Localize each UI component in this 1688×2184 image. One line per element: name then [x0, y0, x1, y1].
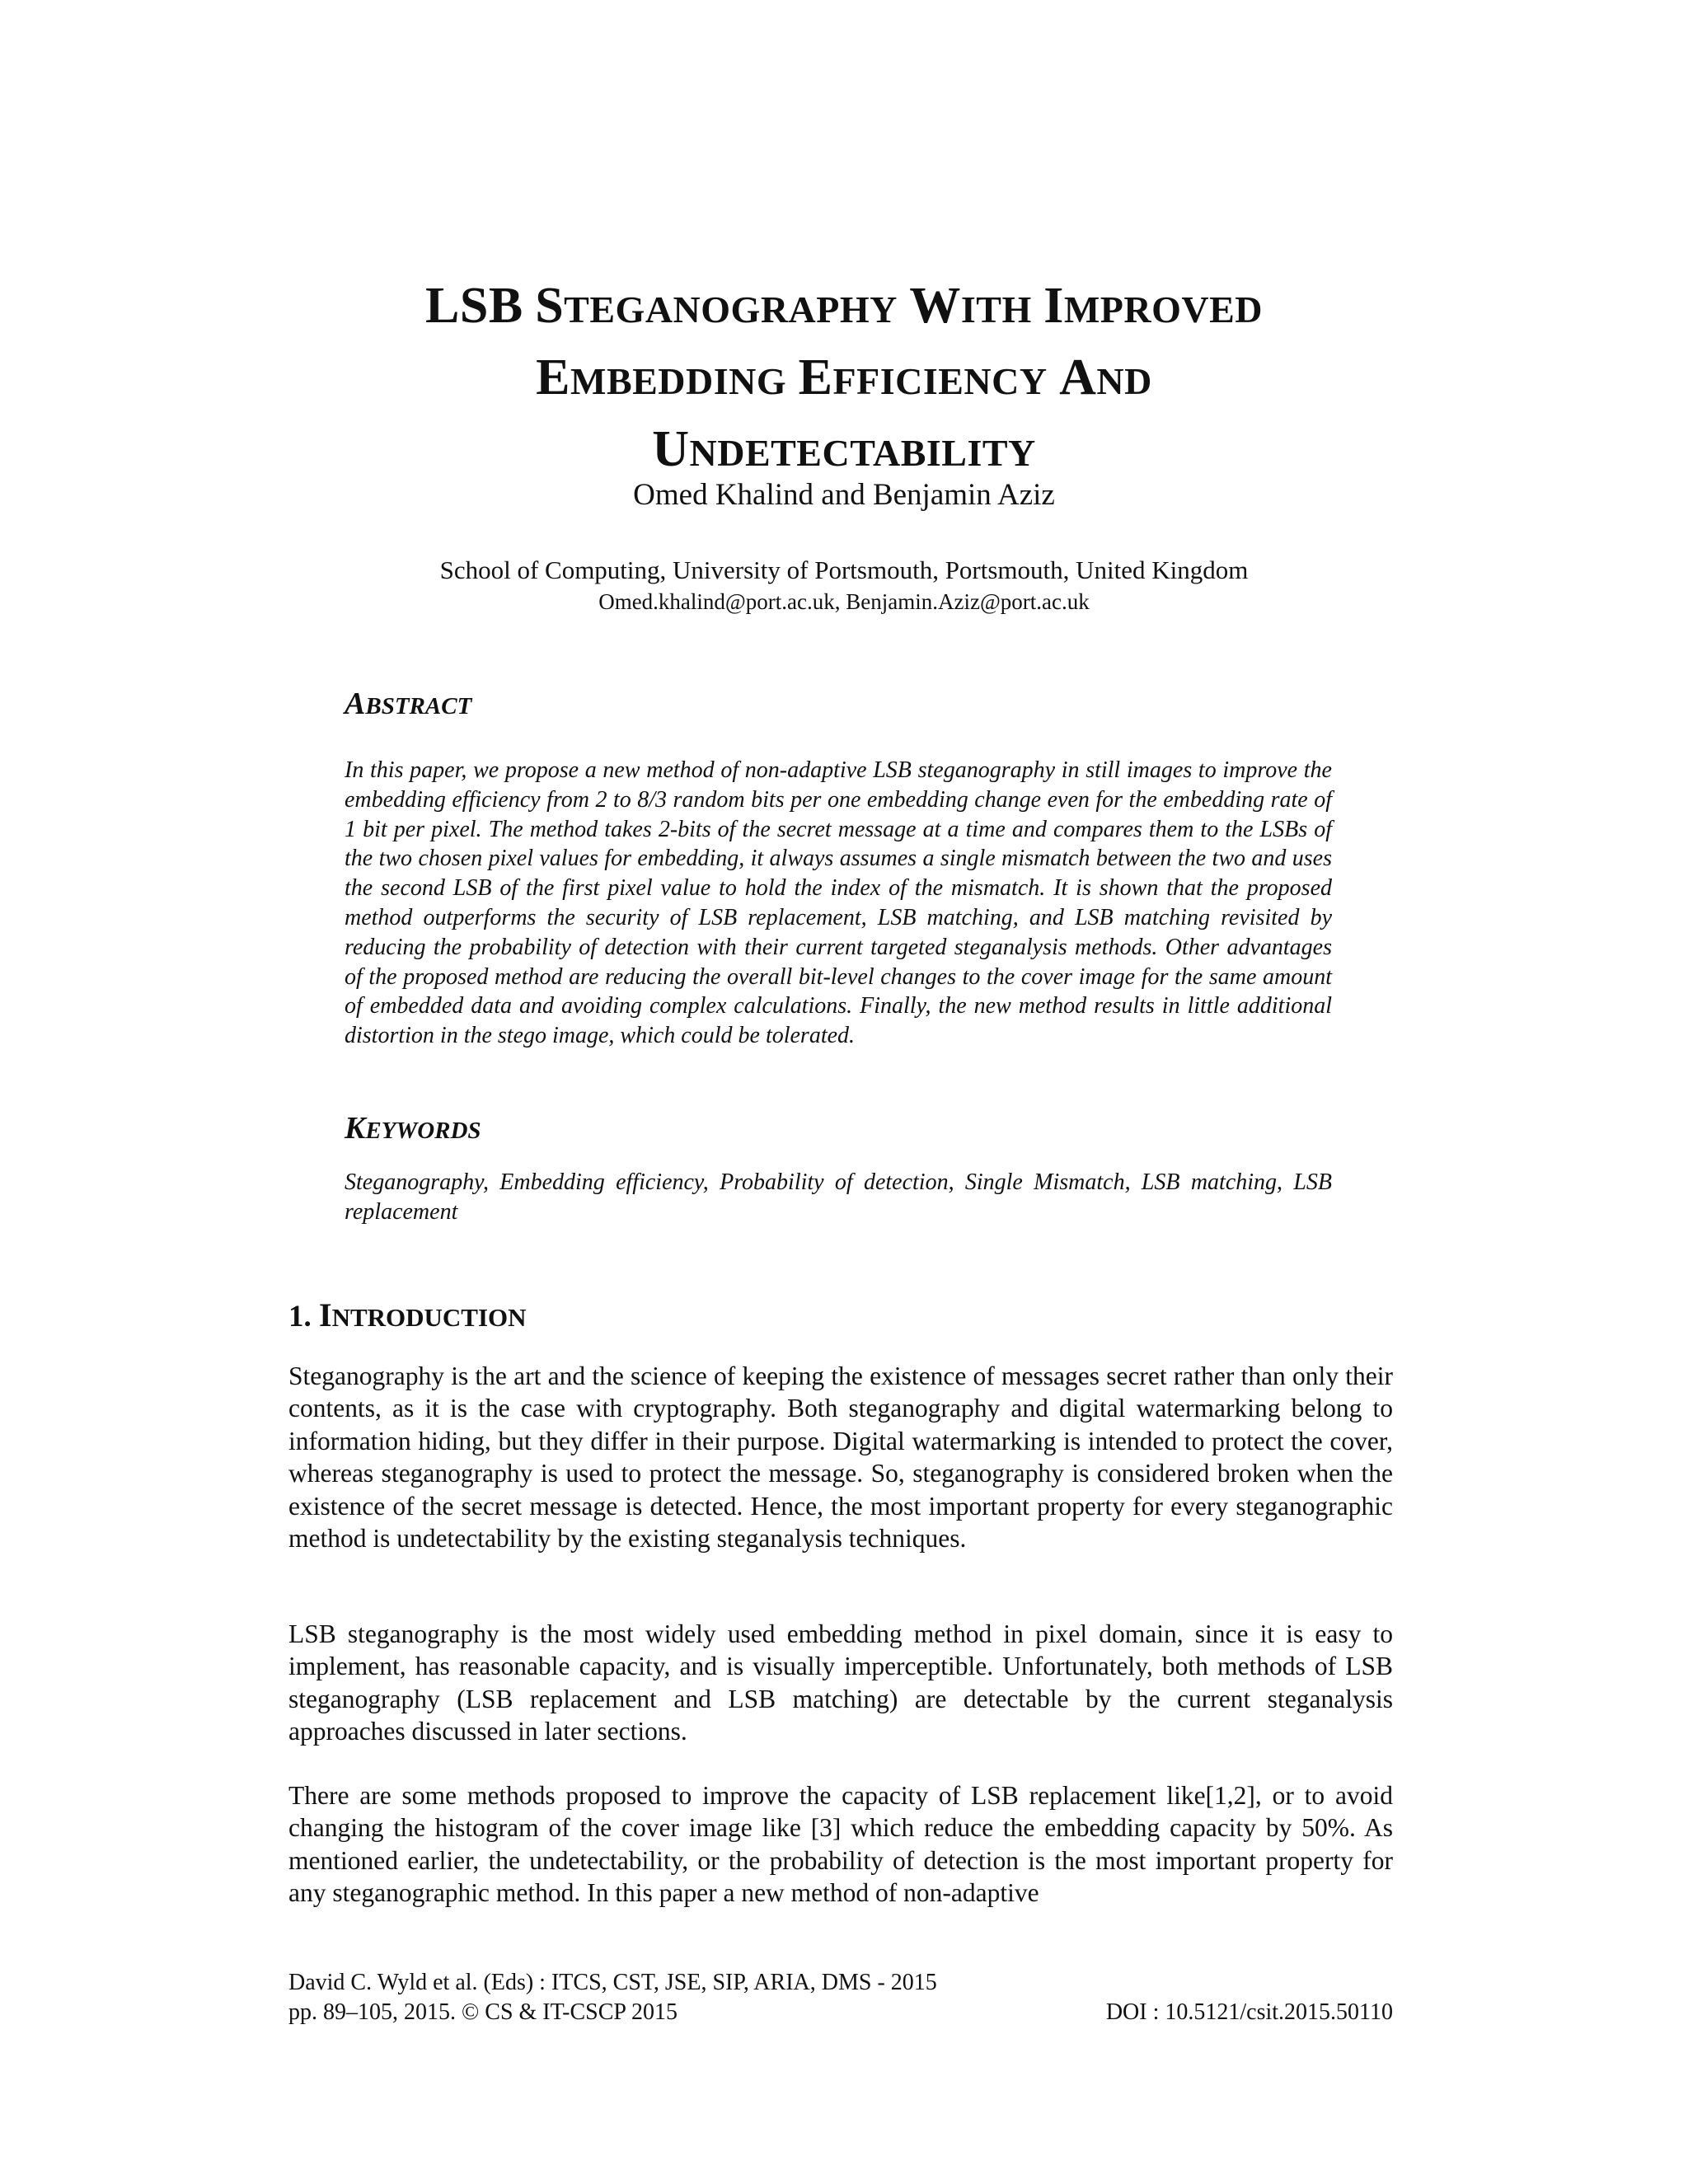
title-line-1	[247, 272, 1441, 344]
title-line-2	[247, 344, 1441, 415]
title-word: STEGANOGRAPHY	[535, 278, 898, 334]
footer-doi: DOI : 10.5121/csit.2015.50110	[1105, 1999, 1393, 2025]
title-word: EFFICIENCY	[798, 349, 1048, 405]
keywords-text: Steganography, Embedding efficiency, Probability of detection, Single Mismatch, LSB matching, LSB replacement	[345, 1169, 1332, 1225]
footer-left	[288, 1968, 937, 2027]
affiliation: School of Computing, University of Portsmouth, Portsmouth, United Kingdom	[439, 555, 1249, 584]
author-emails: Omed.khalind@port.ac.uk, Benjamin.Aziz@port.ac.uk	[598, 589, 1090, 614]
intro-paragraph-3: There are some methods proposed to improve the capacity of LSB replacement like[1,2], or to avoid changing the histogram of the cover image like [3] which reduce the embedding capacity by 50%. As mentioned earlier, the undetectability, or the probability of detection is the most important property for any steganographic method. In this paper a new method of non-adaptive	[288, 1781, 1393, 1908]
keywords-heading: KEYWORDS	[345, 1111, 481, 1146]
abstract-heading: ABSTRACT	[345, 687, 472, 721]
intro-paragraph-1: Steganography is the art and the science of keeping the existence of messages secret rather than only their contents, as it is the case with cryptography. Both steganography and digital watermarking belong to information hiding, but they differ in their purpose. Digital watermarking is intended to protect the cover, whereas steganography is used to protect the message. So, steganography is considered broken when the existence of the secret message is detected. Hence, the most important property for every steganographic method is undetectability by the existing steganalysis techniques.	[288, 1361, 1393, 1554]
paper-title	[247, 272, 1441, 487]
title-word: IMPROVED	[1043, 278, 1264, 334]
introduction-heading: 1. INTRODUCTION	[288, 1296, 527, 1333]
title-word: WITH	[909, 278, 1032, 334]
footer-pages: pp. 89–105, 2015. © CS & IT-CSCP 2015	[288, 1999, 678, 2025]
footer-editors: David C. Wyld et al. (Eds) : ITCS, CST, JSE, SIP, ARIA, DMS - 2015	[288, 1970, 937, 1995]
title-word: AND	[1059, 349, 1152, 405]
title-word: LSB	[424, 278, 523, 334]
abstract-text: In this paper, we propose a new method of non-adaptive LSB steganography in still images to improve the embedding efficiency from 2 to 8/3 random bits per one embedding change even for the embedding rate of 1 bit per pixel. The method takes 2-bits of the secret message at a time and compares them to the LSBs of the two chosen pixel values for embedding, it always assumes a single mismatch between the two and uses the second LSB of the first pixel value to hold the index of the mismatch. It is shown that the proposed method outperforms the security of LSB replacement, LSB matching, and LSB matching revisited by reducing the probability of detection with their current targeted steganalysis methods. Other advantages of the proposed method are reducing the overall bit-level changes to the cover image for the same amount of embedded data and avoiding complex calculations. Finally, the new method results in little additional distortion in the stego image, which could be tolerated.	[345, 757, 1332, 1049]
intro-paragraph-2: LSB steganography is the most widely used embedding method in pixel domain, since it is easy to implement, has reasonable capacity, and is visually imperceptible. Unfortunately, both methods of LSB steganography (LSB replacement and LSB matching) are detectable by the current steganalysis approaches discussed in later sections.	[288, 1619, 1393, 1746]
authors: Omed Khalind and Benjamin Aziz	[633, 478, 1055, 512]
title-word: EMBEDDING	[536, 349, 787, 405]
title-word: UNDETECTABILITY	[652, 421, 1036, 477]
